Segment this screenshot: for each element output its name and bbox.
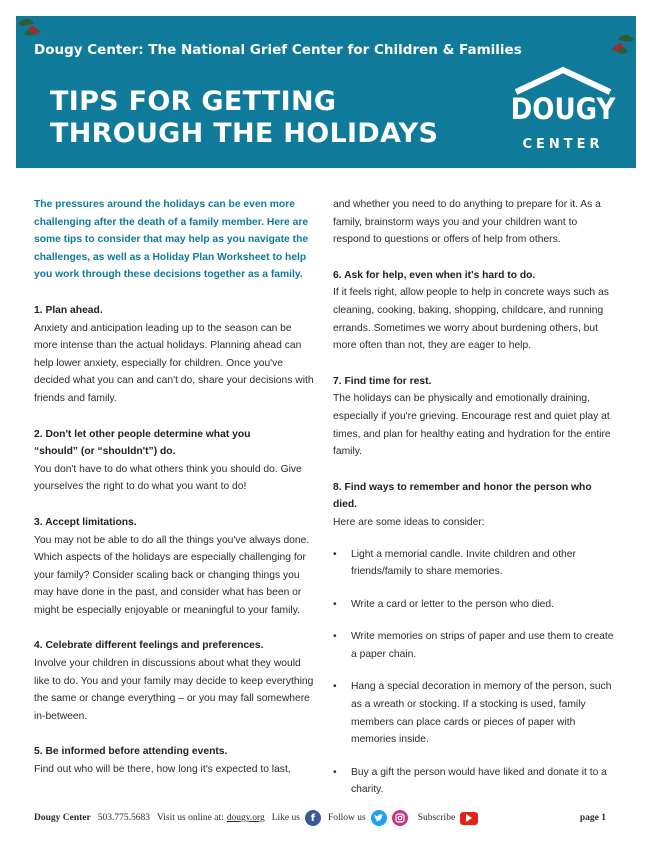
list-item	[333, 546, 617, 581]
logo-subtitle: CENTER	[522, 137, 604, 152]
list-item-text: • Buy a gift the person would have liked and donate it to a charity.	[351, 766, 607, 796]
page-number: page 1	[579, 813, 606, 823]
list-item-text: • Write a card or letter to the person who died.	[351, 598, 554, 610]
tip-section	[34, 302, 316, 408]
tip-heading: 6. Ask for help, even when it's hard to do.	[333, 269, 536, 281]
footer-subscribe-label: Subscribe	[417, 813, 456, 823]
tip-heading: 5. Be informed before attending events.	[34, 746, 228, 758]
page-title-line: THROUGH THE HOLIDAYS	[50, 118, 439, 149]
list-item-text: • Hang a special decoration in memory of the person, such as a wreath or stocking. If a stocking is used, family members can place cards or pieces of paper with memories inside.	[351, 681, 612, 746]
tip-section	[34, 637, 316, 725]
youtube-icon[interactable]	[460, 812, 478, 825]
list-item	[333, 596, 617, 614]
instagram-icon[interactable]	[392, 810, 408, 826]
logo-wordmark: DOUGY	[510, 92, 616, 126]
tip-heading-line: 2. Don't let other people determine what you	[34, 428, 251, 440]
tip-section-continued	[333, 196, 617, 249]
footer-org: Dougy Center	[34, 813, 91, 823]
instagram-camera-icon	[395, 813, 405, 823]
footer-follow-label: Follow us	[327, 813, 366, 823]
footer	[34, 806, 606, 830]
footer-visit-label: Visit us online at:	[156, 813, 224, 823]
list-item	[333, 764, 617, 799]
tip-section	[333, 373, 617, 461]
footer-phone: 503.775.5683	[97, 813, 150, 823]
tip-heading: 3. Accept limitations.	[34, 516, 137, 528]
tip-body: The holidays can be physically and emotionally draining, especially if you're grieving. Encourage rest and quiet play at times, and plan for healthy eating and hydration for the entire family.	[333, 393, 611, 458]
tip-body: Anxiety and anticipation leading up to the season can be more intense than the actual holidays. Planning ahead can help lower anxiety, especially for children. Once you've decided what you can and can't do, share your decisions with friends and family.	[34, 322, 314, 404]
holly-decoration-icon	[602, 26, 642, 66]
tip-section	[34, 514, 316, 620]
tip-body: Here are some ideas to consider:	[333, 516, 485, 528]
tip-heading: 1. Plan ahead.	[34, 304, 103, 316]
twitter-icon[interactable]	[371, 810, 387, 826]
tip-heading: 4. Celebrate different feelings and preferences.	[34, 640, 264, 652]
footer-like-label: Like us	[271, 813, 300, 823]
play-icon	[466, 814, 472, 822]
twitter-bird-icon	[374, 814, 384, 823]
tip-heading: 8. Find ways to remember and honor the person who died.	[333, 481, 592, 511]
tip-body: If it feels right, allow people to help in concrete ways such as cleaning, cooking, baking, shopping, childcare, and running errands. Sometimes we worry about burdening others, but more often than not, they are eager to help.	[333, 287, 609, 352]
list-item-text: • Write memories on strips of paper and use them to create a paper chain.	[351, 631, 614, 660]
organization-name: Dougy Center: The National Grief Center for Children & Families	[34, 42, 522, 58]
header-banner	[16, 16, 636, 168]
page-title-line: TIPS FOR GETTING	[50, 86, 337, 117]
tip-section	[333, 479, 617, 799]
tip-body: Find out who will be there, how long it's expected to last,	[34, 764, 291, 776]
ideas-list	[333, 546, 617, 800]
right-column	[333, 196, 617, 817]
list-item	[333, 678, 617, 748]
list-item	[333, 628, 617, 663]
tip-body: Involve your children in discussions about what they would like to do. You and your family may decide to keep everything the same or change everything – or you may fall somewhere in-between.	[34, 658, 314, 722]
tip-body: You may not be able to do all the things you've always done. Which aspects of the holidays are especially challenging for your family? Consider scaling back or changing things you may have done in the past, and consider what has been or might be especially enjoyable or meaningful to your family.	[34, 534, 310, 616]
tip-body: and whether you need to do anything to prepare for it. As a family, brainstorm ways you and your children want to respond to questions or offers of help from others.	[333, 199, 601, 246]
list-item-text: • Light a memorial candle. Invite children and other friends/family to share memories.	[351, 548, 576, 578]
facebook-icon[interactable]: f	[305, 810, 321, 826]
tip-section	[34, 743, 316, 778]
intro-paragraph: The pressures around the holidays can be even more challenging after the death of a family member. Here are some tips to consider that may help as you navigate the challenges, as well as a Holiday Plan Worksheet to help you work through these decisions together as a family.	[34, 199, 309, 281]
tip-body: You don't have to do what others think you should do. Give yourselves the right to do what you want to do!	[34, 463, 302, 493]
tip-heading: 7. Find time for rest.	[333, 375, 432, 387]
dougy-center-logo	[504, 66, 622, 156]
tip-heading	[34, 426, 316, 461]
tip-section	[333, 267, 617, 355]
tip-section	[34, 426, 316, 496]
website-link[interactable]: dougy.org	[226, 813, 265, 823]
left-column	[34, 196, 316, 797]
tip-heading-line: “should” (or “shouldn't”) do.	[34, 446, 176, 458]
page-title	[50, 86, 480, 150]
